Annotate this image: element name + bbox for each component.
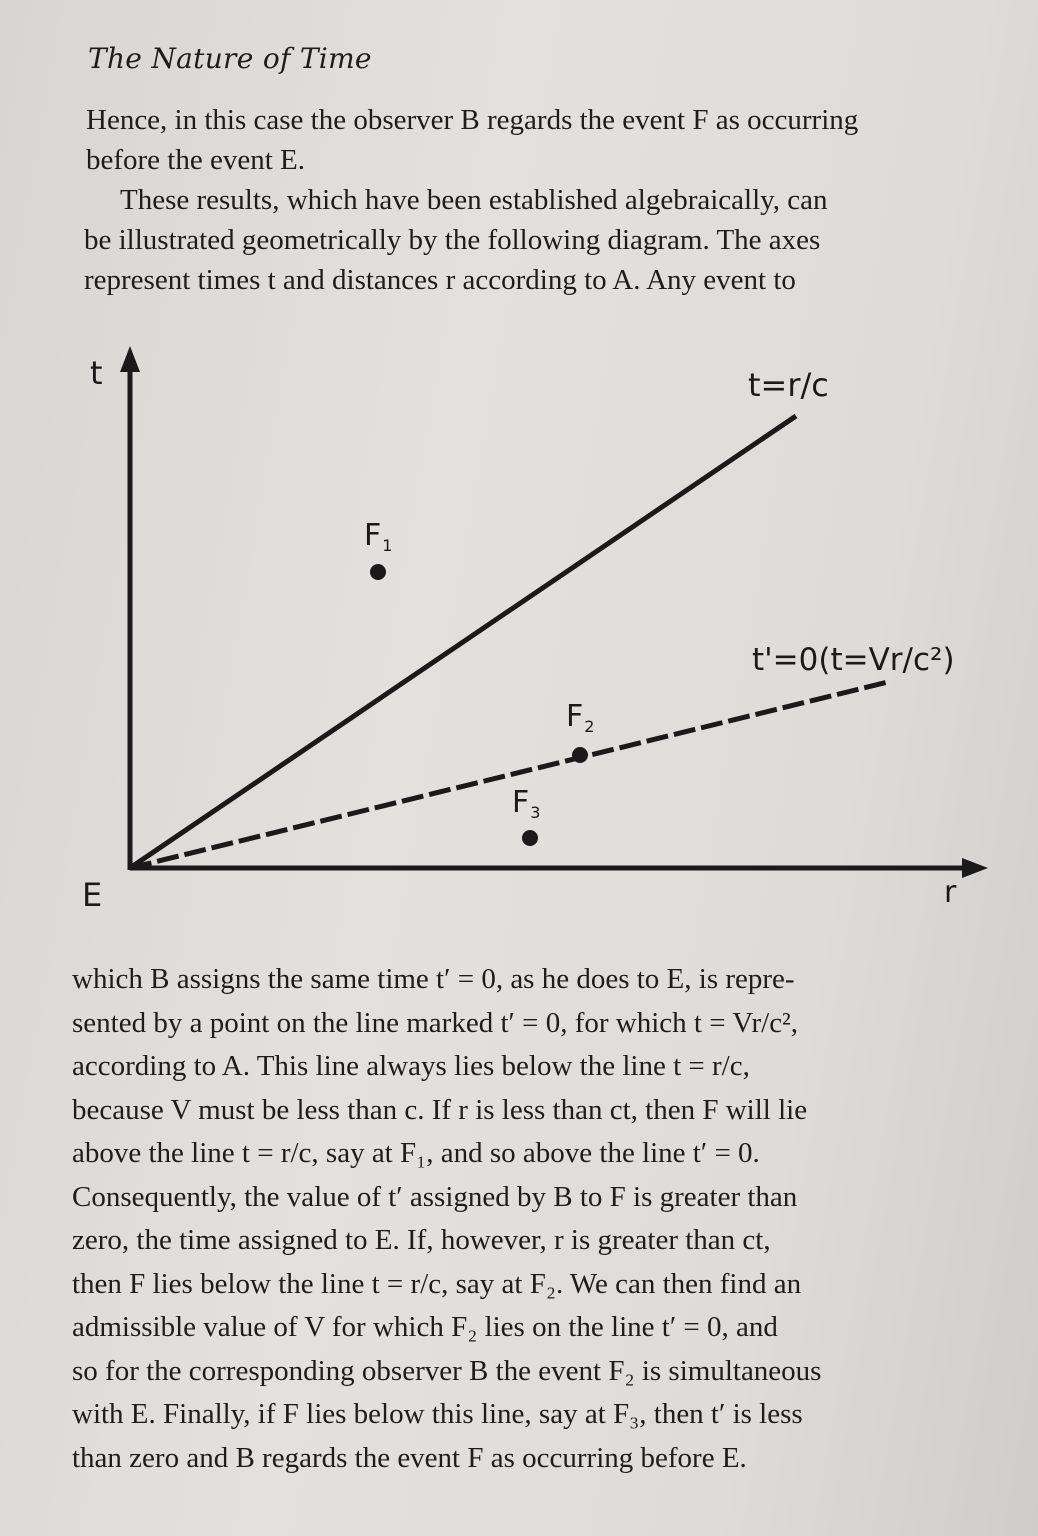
f3-label: $F_3$ — [512, 785, 541, 822]
running-head: The Nature of Time — [88, 42, 372, 75]
r-axis-label: r — [944, 875, 957, 910]
text-line: above the line t = r/c, say at F₁, and so above the line t′ = 0. — [72, 1137, 760, 1169]
f1-label: $F_1$ — [364, 518, 393, 555]
text-line: because V must be less than c. If r is less than ct, then F will lie — [72, 1093, 808, 1126]
text-line: Consequently, the value of t′ assigned by B to F is greater than — [72, 1180, 798, 1213]
text-line: represent times t and distances r according to A. Any event to — [84, 264, 796, 296]
paragraph-3 — [72, 958, 821, 1480]
simultaneity-line — [130, 682, 888, 868]
text-line: be illustrated geometrically by the following diagram. The axes — [84, 224, 821, 256]
text-line: with E. Finally, if F lies below this line, say at F₃, then t′ is less — [72, 1398, 803, 1430]
r-axis-arrow-icon — [962, 858, 988, 878]
point-f2 — [572, 747, 588, 763]
text-line: according to A. This line always lies below the line t = r/c, — [72, 1050, 750, 1082]
text-line: zero, the time assigned to E. If, however, r is greater than ct, — [72, 1224, 771, 1256]
simultaneity-line-label: t'=0(t=Vr/c²) — [752, 642, 955, 678]
text-line: then F lies below the line t = r/c, say at F₂. We can then find an — [72, 1267, 802, 1300]
light-line-label: t=r/c — [748, 366, 829, 404]
t-axis-label: t — [90, 354, 103, 392]
text-line: Hence, in this case the observer B regards the event F as occurring — [86, 104, 859, 136]
text-line: than zero and B regards the event F as occurring before E. — [72, 1441, 747, 1474]
text-line: sented by a point on the line marked t′ = 0, for which t = Vr/c², — [72, 1006, 799, 1039]
f2-label: $F_2$ — [566, 699, 595, 736]
t-axis-arrow-icon — [120, 346, 140, 372]
origin-label: E — [82, 876, 103, 914]
light-line — [130, 416, 796, 868]
text-line: before the event E. — [86, 144, 306, 176]
text-line: admissible value of V for which F₂ lies on the line t′ = 0, and — [72, 1311, 778, 1343]
text-line: These results, which have been established algebraically, can — [120, 184, 828, 216]
text-line: which B assigns the same time t′ = 0, as he does to E, is repre- — [72, 963, 795, 995]
text-line: so for the corresponding observer B the event F₂ is simultaneous — [72, 1354, 822, 1387]
point-f3 — [522, 830, 538, 846]
point-f1 — [370, 564, 386, 580]
